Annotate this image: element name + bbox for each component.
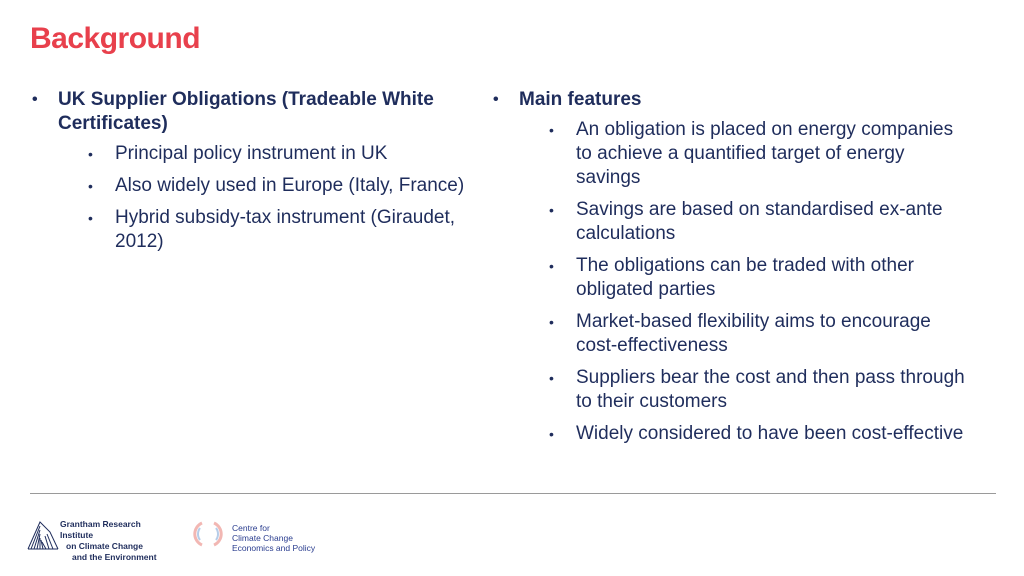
logo-line: Centre for xyxy=(232,523,270,533)
bullet-icon: • xyxy=(549,370,554,386)
list-item xyxy=(491,198,971,246)
list-item-text: Hybrid subsidy-tax instrument (Giraudet, 2012) xyxy=(115,207,456,252)
logo-line: Climate Change xyxy=(232,533,293,543)
bullet-icon: • xyxy=(549,426,554,442)
bullet-icon: • xyxy=(32,91,38,108)
list-item-text: Market-based flexibility aims to encourage cost-effectiveness xyxy=(576,311,931,356)
list-item xyxy=(491,366,971,414)
bullet-icon: • xyxy=(88,178,93,194)
left-heading-row xyxy=(30,88,470,136)
list-item xyxy=(491,254,971,302)
list-item-text: Principal policy instrument in UK xyxy=(115,143,388,164)
logo-line: Grantham Research Institute xyxy=(60,519,141,540)
left-heading: UK Supplier Obligations (Tradeable White Certificates) xyxy=(58,89,434,134)
logo-line: Economics and Policy xyxy=(232,543,316,553)
right-bullet-list xyxy=(491,118,971,446)
list-item-text: Widely considered to have been cost-effective xyxy=(576,423,964,444)
list-item xyxy=(30,174,470,198)
mountain-icon xyxy=(26,518,60,550)
grantham-logo-text xyxy=(60,519,176,563)
bullet-icon: • xyxy=(493,91,499,108)
list-item-text: Also widely used in Europe (Italy, France) xyxy=(115,175,465,196)
slide-title: Background xyxy=(30,22,201,55)
list-item xyxy=(491,310,971,358)
bullet-icon: • xyxy=(549,202,554,218)
list-item-text: Savings are based on standardised ex-ante calculations xyxy=(576,199,943,244)
right-column xyxy=(491,88,971,454)
footer-divider xyxy=(30,493,996,494)
list-item xyxy=(491,422,971,446)
bullet-icon: • xyxy=(549,122,554,138)
bullet-icon: • xyxy=(549,314,554,330)
cccep-logo-text xyxy=(232,523,315,553)
bullet-icon: • xyxy=(88,146,93,162)
list-item-text: The obligations can be traded with other obligated parties xyxy=(576,255,914,300)
logo-line: and the Environment xyxy=(72,552,157,562)
list-item xyxy=(491,118,971,190)
list-item xyxy=(30,142,470,166)
left-column xyxy=(30,88,470,262)
grantham-institute-logo xyxy=(26,516,176,562)
list-item-text: Suppliers bear the cost and then pass through to their customers xyxy=(576,367,965,412)
list-item-text: An obligation is placed on energy companies to achieve a quantified target of energy savings xyxy=(576,119,954,188)
logo-line: on Climate Change xyxy=(66,541,143,551)
left-bullet-list xyxy=(30,142,470,254)
list-item xyxy=(30,206,470,254)
circle-logo-icon xyxy=(192,518,226,550)
bullet-icon: • xyxy=(88,210,93,226)
cccep-logo xyxy=(192,516,342,552)
right-heading-row xyxy=(491,88,971,112)
right-heading: Main features xyxy=(519,89,642,110)
bullet-icon: • xyxy=(549,258,554,274)
